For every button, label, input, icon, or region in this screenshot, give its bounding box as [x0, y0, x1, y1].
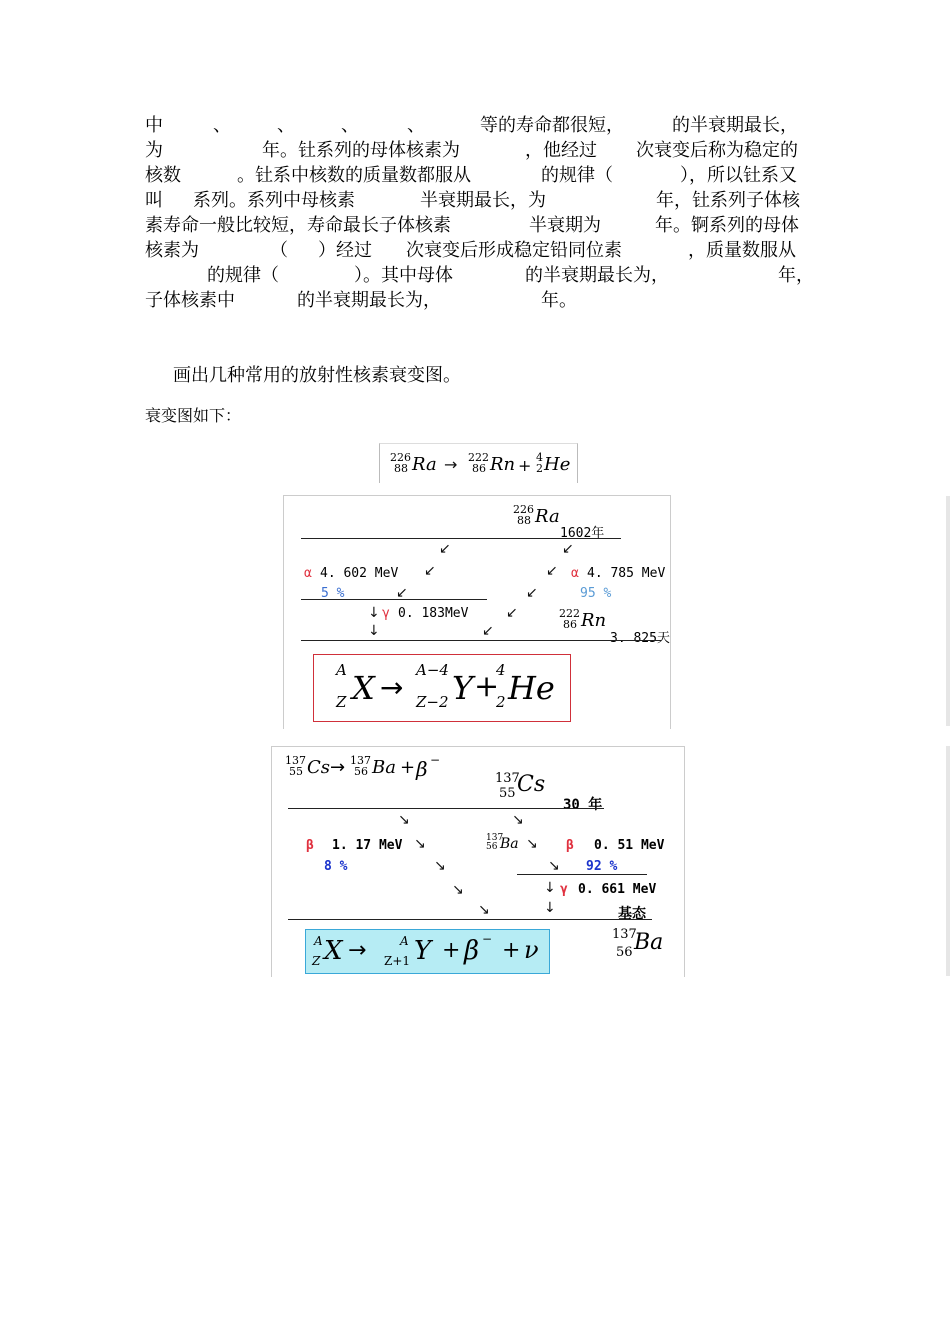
text-segment: 、	[213, 115, 231, 136]
text-segment: 年。锕系列的母体	[655, 215, 799, 236]
mass-number: 4	[536, 451, 543, 464]
mass-number: 222	[559, 607, 580, 620]
decay-arrow-icon: ↘	[526, 836, 538, 852]
parent-half-life: 30 年	[563, 797, 603, 813]
formula-z: Z−2	[416, 693, 449, 711]
text-segment: ，质量数服从	[688, 240, 796, 261]
beta-symbol: β	[416, 757, 428, 781]
text-segment: 年。钍系列的母体核素为	[262, 140, 460, 161]
text-segment: 为	[145, 140, 163, 161]
parent-half-life: 1602年	[560, 526, 605, 541]
alpha-energy-right: 4. 785 MeV	[587, 566, 666, 581]
decay-arrow-icon: ↘	[512, 812, 524, 828]
gamma-symbol: γ	[382, 606, 390, 621]
text-segment: ，他经过	[525, 140, 597, 161]
decay-arrow-icon: ↘	[414, 836, 426, 852]
atomic-number: 86	[472, 462, 486, 475]
alpha-symbol: α	[571, 566, 579, 581]
text-segment: ）。其中母体	[354, 265, 453, 286]
decay-arrow-icon: ↘	[398, 812, 410, 828]
text-segment: 系列。系列中母核素	[193, 190, 355, 211]
text-segment: 的半衰期最长为，	[525, 265, 669, 286]
text-segment: 子体核素中	[145, 290, 235, 311]
decay-arrow-icon: ↙	[424, 563, 436, 579]
decay-arrow-icon: ↙	[439, 541, 451, 557]
decay-arrow-icon: ↙	[396, 585, 408, 601]
ra-decay-scheme	[283, 495, 671, 729]
alpha-symbol: α	[304, 566, 312, 581]
mass-number: 137	[495, 771, 520, 786]
branch-percent-right: 95 %	[580, 586, 612, 601]
atomic-number: 88	[517, 514, 531, 527]
text-segment: 核素为	[145, 240, 199, 261]
element-symbol: Ra	[412, 454, 437, 475]
text-segment: 、	[277, 115, 295, 136]
gamma-arrow-icon: ↓	[368, 605, 380, 621]
beta-symbol: β	[306, 838, 314, 853]
alpha-energy-left: 4. 602 MeV	[320, 566, 399, 581]
decay-arrow-icon: ↙	[562, 541, 574, 557]
gamma-arrow-icon: ↓	[544, 900, 556, 916]
text-segment: ）经过	[318, 240, 372, 261]
decay-arrow-icon: ↘	[478, 902, 490, 918]
formula-mass: A	[314, 934, 323, 948]
text-segment: 。钍系中核数的质量数都服从	[237, 165, 471, 186]
charge-sign: −	[430, 753, 441, 767]
answer-intro: 衰变图如下：	[145, 406, 242, 425]
branch-percent-right: 92 %	[586, 859, 618, 874]
atomic-number: 2	[536, 462, 543, 475]
question-text: 画出几种常用的放射性核素衰变图。	[173, 365, 461, 386]
text-line-6	[0, 239, 950, 263]
nuclide-he	[534, 452, 578, 476]
cs-decay-scheme	[271, 746, 685, 977]
element-symbol: Rn	[581, 610, 607, 631]
ground-level-line	[301, 640, 661, 641]
plus-sign: +	[400, 757, 416, 778]
text-segment: 素寿命一般比较短，寿命最长子体核素	[145, 215, 451, 236]
gamma-energy: 0. 661 MeV	[578, 882, 657, 897]
text-segment: 的规律（	[541, 165, 613, 186]
mass-number: 137	[350, 754, 371, 767]
text-line-7	[0, 264, 950, 288]
formula-daughter: Y	[414, 936, 432, 966]
text-segment: 半衰期为	[529, 215, 601, 236]
daughter-half-life: 3. 825天	[610, 631, 670, 646]
formula-he: He	[508, 669, 555, 707]
nuclide-cs-parent	[495, 773, 555, 803]
arrow-right-icon: →	[330, 757, 346, 778]
element-symbol: Cs	[307, 757, 331, 778]
atomic-number: 55	[499, 786, 516, 801]
text-segment: 的半衰期最长，	[672, 115, 798, 136]
gamma-energy: 0. 183MeV	[398, 606, 469, 621]
text-segment: 次衰变后形成稳定铅同位素	[406, 240, 622, 261]
text-segment: 年，	[778, 265, 814, 286]
formula-parent: X	[324, 936, 343, 966]
parent-level-line	[288, 808, 604, 809]
mass-number: 137	[285, 754, 306, 767]
atomic-number: 56	[616, 945, 633, 960]
atomic-number: 86	[563, 618, 577, 631]
mass-number: 222	[468, 451, 489, 464]
text-segment: 的半衰期最长为，	[297, 290, 441, 311]
mass-number: 137	[486, 833, 504, 843]
plus-sign: +	[442, 938, 461, 963]
gamma-arrow-icon: ↓	[368, 623, 380, 639]
element-symbol: Ba	[634, 930, 664, 955]
branch-percent-left: 5 %	[321, 586, 345, 601]
plus-sign: +	[474, 669, 500, 704]
decay-arrow-icon: ↘	[548, 858, 560, 874]
element-symbol: Cs	[517, 772, 546, 797]
excited-level-line	[517, 874, 647, 875]
page-edge-mark	[946, 496, 950, 726]
alpha-decay-formula	[313, 654, 571, 722]
arrow-right-icon: →	[348, 938, 367, 963]
atomic-number: 55	[289, 765, 303, 778]
text-line-2	[0, 139, 950, 163]
text-segment: 次衰变后称为稳定的	[636, 140, 798, 161]
element-symbol: Ra	[535, 506, 560, 527]
decay-arrow-icon: ↙	[506, 605, 518, 621]
atomic-number: 56	[354, 765, 368, 778]
formula-z: 2	[496, 693, 506, 711]
nuclide-ra	[390, 452, 450, 476]
atomic-number: 56	[486, 842, 498, 852]
mass-number: 137	[612, 927, 637, 942]
text-segment: 、	[341, 115, 359, 136]
text-segment: 的规律（	[207, 265, 279, 286]
text-segment: 叫	[145, 190, 163, 211]
charge-sign: −	[482, 932, 493, 946]
formula-z: Z+1	[384, 954, 411, 968]
plus-sign: +	[518, 456, 532, 475]
decay-arrow-icon: ↙	[546, 563, 558, 579]
ground-state-label: 基态	[618, 906, 646, 922]
text-line-5	[0, 214, 950, 238]
decay-arrow-icon: ↙	[482, 623, 494, 639]
formula-neutrino: ν	[524, 936, 539, 964]
text-line-4	[0, 189, 950, 213]
formula-mass: A−4	[416, 661, 449, 679]
mass-number: 226	[390, 451, 411, 464]
nuclide-ba-daughter	[612, 929, 672, 963]
formula-mass: 4	[496, 661, 506, 679]
text-line-3	[0, 164, 950, 188]
beta-energy-right: 0. 51 MeV	[594, 838, 665, 853]
text-segment: 中	[145, 115, 163, 136]
excited-level-line	[301, 599, 487, 600]
formula-daughter: Y	[452, 669, 474, 707]
element-symbol: Ba	[372, 757, 396, 778]
formula-z: Z	[336, 693, 347, 711]
beta-decay-formula	[305, 929, 550, 974]
mass-number: 226	[513, 503, 534, 516]
text-segment: 年，钍系列子体核	[656, 190, 800, 211]
gamma-arrow-icon: ↓	[544, 880, 556, 896]
text-segment: ），所以钍系又	[680, 165, 797, 186]
arrow-right-icon: →	[380, 671, 404, 704]
page-edge-mark	[946, 746, 950, 976]
decay-arrow-icon: ↘	[452, 882, 464, 898]
element-symbol: Ba	[500, 836, 519, 852]
decay-arrow-icon: ↙	[526, 585, 538, 601]
element-symbol: Rn	[490, 454, 516, 475]
text-segment: 核数	[145, 165, 181, 186]
atomic-number: 88	[394, 462, 408, 475]
formula-z: Z	[312, 954, 321, 968]
text-line-8	[0, 289, 950, 313]
element-symbol: He	[544, 454, 571, 475]
arrow-right-icon: →	[444, 455, 458, 474]
formula-mass: A	[336, 661, 347, 679]
formula-parent: X	[352, 669, 375, 707]
text-segment: 、	[407, 115, 425, 136]
plus-sign: +	[502, 938, 521, 963]
beta-energy-left: 1. 17 MeV	[332, 838, 403, 853]
text-segment: 半衰期最长，为	[420, 190, 546, 211]
text-segment: 年。	[541, 290, 577, 311]
gamma-symbol: γ	[560, 882, 568, 897]
decay-arrow-icon: ↘	[434, 858, 446, 874]
formula-mass: A	[400, 934, 409, 948]
ra-decay-equation	[379, 443, 578, 483]
branch-percent-left: 8 %	[324, 859, 348, 874]
beta-symbol: β	[566, 838, 574, 853]
text-segment: （	[270, 240, 288, 261]
ground-level-line	[288, 919, 652, 920]
parent-level-line	[301, 538, 621, 539]
text-line-1	[0, 114, 950, 138]
text-segment: 等的寿命都很短，	[480, 115, 624, 136]
formula-beta: β	[464, 936, 480, 966]
